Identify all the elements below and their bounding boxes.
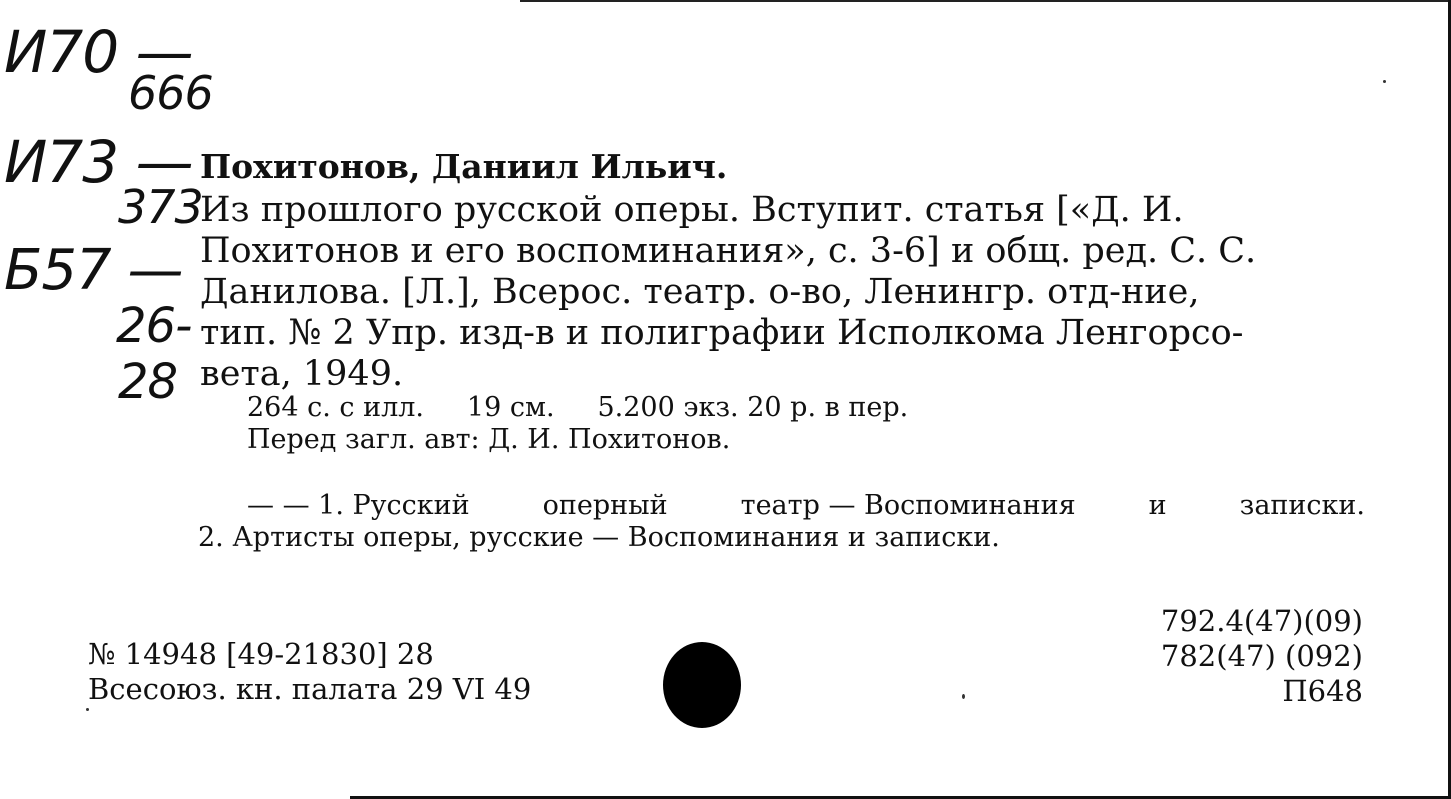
title-line-4: тип. № 2 Упр. изд-в и полиграфии Исполкома Ленгорсо-	[200, 313, 1244, 353]
handwritten-code-6: 26-	[116, 298, 192, 354]
speck	[1383, 80, 1386, 83]
subjects-line-2: 2. Артисты оперы, русские — Воспоминания и записки.	[198, 522, 1000, 553]
subject-part: и	[1148, 490, 1167, 521]
title-line-3: Данилова. [Л.], Всерос. театр. о-во, Ленингр. отд-ние,	[200, 272, 1200, 312]
subject-part: — — 1. Русский	[247, 490, 470, 521]
handwritten-code-5: Б57 —	[4, 238, 183, 303]
subject-part: оперный	[542, 490, 668, 521]
handwritten-code-3: И73 —	[4, 128, 193, 196]
subjects-line-1	[247, 490, 1365, 521]
subject-part: записки.	[1239, 490, 1365, 521]
card-number: № 14948 [49-21830] 28	[88, 637, 434, 671]
handwritten-code-2: 666	[128, 66, 213, 120]
handwritten-code-7: 28	[118, 354, 178, 410]
author-mark: П648	[1282, 674, 1363, 708]
classification-2: 782(47) (092)	[1160, 639, 1363, 673]
author-heading: Похитонов, Даниил Ильич.	[200, 147, 728, 186]
classification-1: 792.4(47)(09)	[1160, 604, 1363, 638]
punch-hole	[663, 642, 741, 728]
handwritten-code-4: 373	[118, 180, 203, 234]
speck	[86, 708, 89, 711]
card-top-edge	[520, 0, 1450, 8]
handwritten-code-1: И70 —	[4, 18, 193, 86]
speck	[962, 694, 965, 699]
subject-part: театр — Воспоминания	[740, 490, 1076, 521]
title-line-5: вета, 1949.	[200, 354, 404, 394]
collation: 264 с. с илл. 19 см. 5.200 экз. 20 р. в пер.	[247, 392, 909, 423]
title-line-2: Похитонов и его воспоминания», с. 3-6] и общ. ред. С. С.	[200, 231, 1257, 271]
title-line-1: Из прошлого русской оперы. Вступит. статья [«Д. И.	[200, 190, 1184, 230]
book-chamber: Всесоюз. кн. палата 29 VI 49	[88, 672, 532, 706]
author-note: Перед загл. авт: Д. И. Похитонов.	[247, 424, 731, 455]
